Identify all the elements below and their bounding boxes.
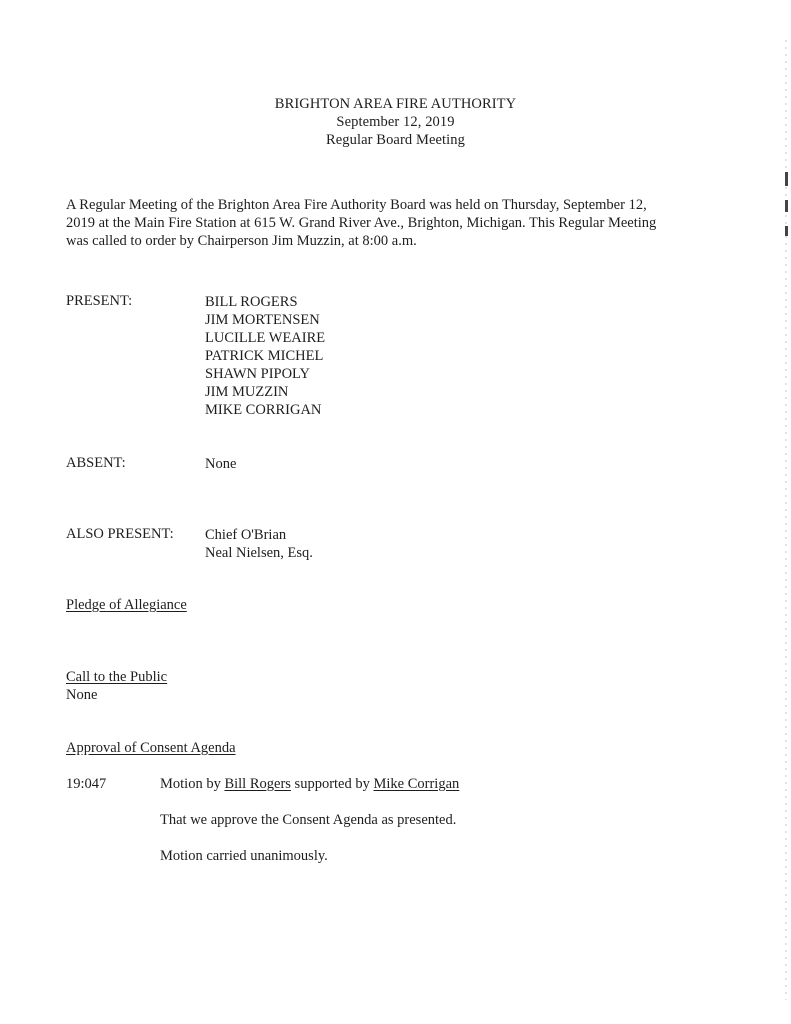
also-present-label: ALSO PRESENT:: [66, 526, 174, 542]
absent-list: [205, 455, 236, 473]
scan-mark: [785, 172, 788, 186]
organization-name: BRIGHTON AREA FIRE AUTHORITY: [274, 96, 517, 112]
motion-statement: [160, 776, 459, 793]
pledge-heading: Pledge of Allegiance: [66, 597, 187, 613]
consent-agenda-heading: Approval of Consent Agenda: [66, 740, 236, 756]
absent-member: None: [205, 456, 237, 472]
present-list: [205, 293, 325, 419]
motion-result: Motion carried unanimously.: [160, 848, 328, 864]
intro-paragraph: [66, 196, 726, 250]
scan-mark: [785, 226, 788, 236]
present-label: PRESENT:: [66, 293, 133, 309]
meeting-type: Regular Board Meeting: [325, 132, 465, 148]
intro-line: 2019 at the Main Fire Station at 615 W. Grand River Ave., Brighton, Michigan. This Regular Meeting: [66, 215, 657, 231]
motion-number: 19:047: [66, 776, 107, 792]
document-header: [0, 95, 791, 149]
present-member: PATRICK MICHEL: [205, 348, 324, 364]
present-member: LUCILLE WEAIRE: [205, 330, 326, 346]
also-present-list: [205, 526, 313, 562]
present-member: JIM MUZZIN: [205, 384, 289, 400]
absent-label: ABSENT:: [66, 455, 126, 471]
motion-resolution: That we approve the Consent Agenda as presented.: [160, 812, 457, 828]
meeting-date: September 12, 2019: [336, 114, 455, 130]
call-to-public-heading: Call to the Public: [66, 669, 168, 685]
motion-middle: supported by: [290, 776, 374, 792]
motion-supporter: Mike Corrigan: [373, 776, 460, 792]
present-member: SHAWN PIPOLY: [205, 366, 310, 382]
present-member: JIM MORTENSEN: [205, 312, 320, 328]
motion-mover: Bill Rogers: [224, 776, 291, 792]
intro-line: was called to order by Chairperson Jim Muzzin, at 8:00 a.m.: [66, 233, 417, 249]
scan-mark: [785, 200, 788, 212]
also-present-member: Chief O'Brian: [205, 527, 287, 543]
present-member: MIKE CORRIGAN: [205, 402, 322, 418]
present-member: BILL ROGERS: [205, 294, 298, 310]
call-to-public-text: None: [66, 687, 98, 703]
motion-prefix: Motion by: [160, 776, 225, 792]
intro-line: A Regular Meeting of the Brighton Area Fire Authority Board was held on Thursday, September 12,: [66, 197, 647, 213]
also-present-member: Neal Nielsen, Esq.: [205, 545, 313, 561]
